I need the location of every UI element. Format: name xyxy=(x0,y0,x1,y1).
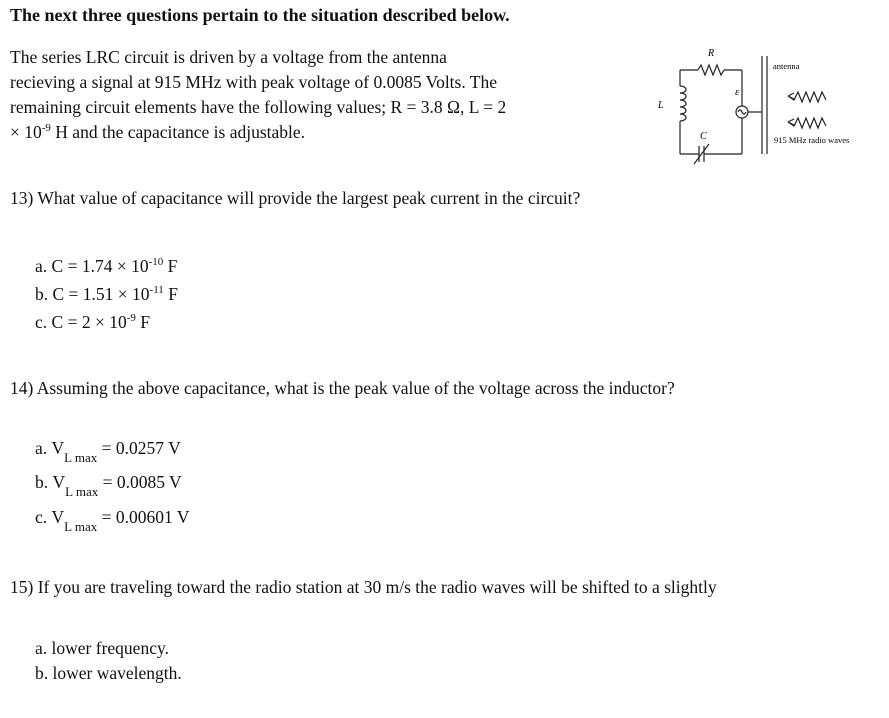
q13-option-c xyxy=(35,312,150,333)
option-value: = 0.00601 V xyxy=(97,507,190,527)
option-unit: F xyxy=(135,312,150,332)
option-text: C = 1.74 × 10 xyxy=(51,256,149,276)
q14-option-b xyxy=(35,472,182,499)
option-exponent: -9 xyxy=(126,312,136,325)
label-c: C xyxy=(700,131,707,142)
question-15: 15) If you are traveling toward the radio station at 30 m/s the radio waves will be shifted to a slightly xyxy=(10,577,717,597)
option-variable: V xyxy=(51,507,65,527)
option-variable: V xyxy=(51,438,65,458)
option-exponent: -11 xyxy=(149,284,164,297)
label-radio-waves: 915 MHz radio waves xyxy=(774,135,850,145)
option-letter: c. xyxy=(35,312,48,332)
label-antenna: antenna xyxy=(773,61,800,71)
intro-line-4-exponent: -9 xyxy=(41,122,51,135)
option-text: lower frequency. xyxy=(51,638,169,658)
option-letter: b. xyxy=(35,284,49,304)
option-text: C = 2 × 10 xyxy=(51,312,127,332)
q15-option-b xyxy=(35,663,182,684)
intro-line-4-suffix: H and the capacitance is adjustable. xyxy=(50,122,306,142)
intro-line-2: recieving a signal at 915 MHz with peak voltage of 0.0085 Volts. The xyxy=(10,72,497,92)
lrc-circuit-figure xyxy=(640,44,885,174)
option-letter: a. xyxy=(35,438,48,458)
option-letter: a. xyxy=(35,638,48,658)
option-variable: V xyxy=(52,472,66,492)
option-letter: b. xyxy=(35,663,49,683)
option-text: lower wavelength. xyxy=(52,663,182,683)
intro-line-4-prefix: × 10 xyxy=(10,122,42,142)
option-subscript: L max xyxy=(64,450,98,465)
option-unit: F xyxy=(163,284,178,304)
label-emf: ε xyxy=(735,86,740,98)
resistor-symbol xyxy=(698,65,724,75)
section-heading: The next three questions pertain to the situation described below. xyxy=(10,5,510,25)
intro-paragraph xyxy=(10,45,506,145)
option-value: = 0.0257 V xyxy=(97,438,181,458)
intro-line-4 xyxy=(10,120,506,145)
option-exponent: -10 xyxy=(148,256,164,269)
intro-line-1: The series LRC circuit is driven by a voltage from the antenna xyxy=(10,47,447,67)
option-letter: c. xyxy=(35,507,48,527)
label-r: R xyxy=(708,48,715,59)
q15-option-a xyxy=(35,638,169,659)
q13-option-a xyxy=(35,256,177,277)
question-13: 13) What value of capacitance will provide the largest peak current in the circuit? xyxy=(10,188,581,208)
intro-line-3: remaining circuit elements have the following values; R = 3.8 Ω, L = 2 xyxy=(10,97,507,117)
option-subscript: L max xyxy=(64,519,98,534)
q13-option-b xyxy=(35,284,178,305)
q14-option-c xyxy=(35,507,190,534)
option-unit: F xyxy=(163,256,178,276)
option-subscript: L max xyxy=(65,484,99,499)
question-14: 14) Assuming the above capacitance, what is the peak value of the voltage across the inductor? xyxy=(10,378,675,398)
option-letter: a. xyxy=(35,256,48,276)
option-text: C = 1.51 × 10 xyxy=(52,284,150,304)
label-l: L xyxy=(658,100,664,111)
q14-option-a xyxy=(35,438,181,465)
option-letter: b. xyxy=(35,472,49,492)
inductor-symbol xyxy=(680,86,686,121)
option-value: = 0.0085 V xyxy=(98,472,182,492)
